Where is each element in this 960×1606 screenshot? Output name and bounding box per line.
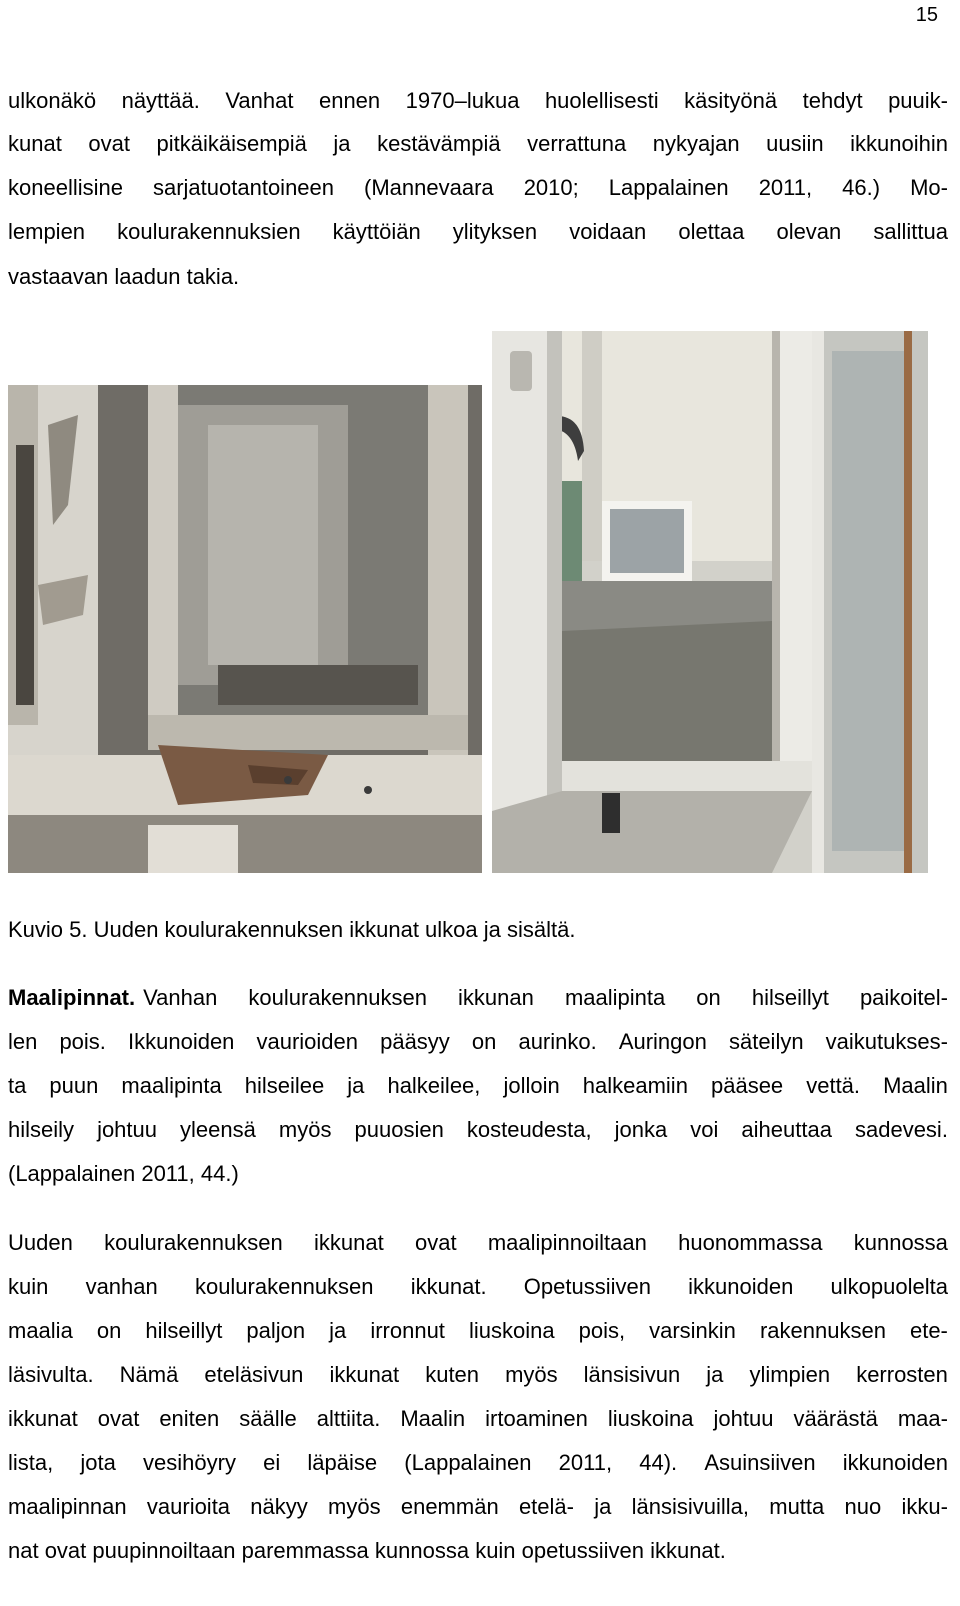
paragraph-3-line-8: nat ovat puupinnoiltaan paremmassa kunnossa kuin opetussiiven ikkunat.	[8, 1538, 726, 1563]
word: väärästä	[793, 1406, 878, 1431]
word: pois,	[578, 1318, 626, 1343]
word: ja	[594, 1494, 612, 1519]
word: Uuden	[8, 1230, 73, 1255]
paragraph-2-line-3	[8, 1071, 948, 1101]
word: huonommassa	[678, 1230, 823, 1255]
word: lempien	[8, 219, 86, 244]
word: pitkäikäisempiä	[156, 131, 307, 156]
word: ikkunat	[329, 1362, 400, 1387]
word: halkeilee,	[387, 1073, 481, 1098]
paragraph-1-line-2	[8, 129, 948, 159]
paragraph-1-line-5: vastaavan laadun takia.	[8, 264, 240, 289]
word: mutta	[769, 1494, 825, 1519]
paragraph-2-line-2	[8, 1027, 948, 1057]
word: säteilyn	[728, 1029, 804, 1054]
word: läpäise	[307, 1450, 378, 1475]
word: aurinko.	[518, 1029, 597, 1054]
paragraph-2-line-1-text	[143, 983, 948, 1013]
word: vanhan	[85, 1274, 158, 1299]
paragraph-3-line-2	[8, 1272, 948, 1302]
word: kosteudesta,	[466, 1117, 592, 1142]
word: Ikkunoiden	[128, 1029, 235, 1054]
word: Maalin	[883, 1073, 948, 1098]
word: länsisivun	[583, 1362, 681, 1387]
word: maalipinnoiltaan	[487, 1230, 647, 1255]
word: hilseillyt	[751, 985, 829, 1010]
word: jolloin	[503, 1073, 560, 1098]
word: Lappalainen	[608, 175, 729, 200]
word: olettaa	[678, 219, 745, 244]
photo-window-interior	[492, 331, 928, 873]
word: länsisivuilla,	[631, 1494, 749, 1519]
word: maalipinta	[121, 1073, 222, 1098]
word: huolellisesti	[544, 88, 659, 113]
word: ikkunoiden	[842, 1450, 948, 1475]
word: kestävämpiä	[377, 131, 501, 156]
paragraph-2-line-4	[8, 1115, 948, 1145]
word: puuosien	[354, 1117, 444, 1142]
word: jota	[80, 1450, 116, 1475]
word: koulurakennuksien	[117, 219, 301, 244]
word: 46.)	[842, 175, 881, 200]
word: verrattuna	[527, 131, 627, 156]
word: hilseilee	[244, 1073, 325, 1098]
word: (Lappalainen	[404, 1450, 532, 1475]
paragraph-3-line-5	[8, 1404, 948, 1434]
word: kuin	[8, 1274, 49, 1299]
word: uusiin	[766, 131, 824, 156]
word: hilseily	[8, 1117, 75, 1142]
photo-window-exterior	[8, 385, 482, 873]
word: sarjatuotantoineen	[152, 175, 335, 200]
figure-caption: Kuvio 5. Uuden koulurakennuksen ikkunat ulkoa ja sisältä.	[8, 917, 576, 942]
word: vaikutukses-	[825, 1029, 948, 1054]
word: tehdyt	[802, 88, 863, 113]
word: ovat	[97, 1406, 140, 1431]
paragraph-2-heading: Maalipinnat.	[8, 985, 136, 1010]
paragraph-3-line-1	[8, 1228, 948, 1258]
word: sadevesi.	[854, 1117, 948, 1142]
word: varsinkin	[649, 1318, 736, 1343]
word: liuskoina	[468, 1318, 555, 1343]
word: ovat	[88, 131, 130, 156]
word: len	[8, 1029, 38, 1054]
word: eteläsivun	[204, 1362, 304, 1387]
word: voi	[690, 1117, 719, 1142]
word: ikkunat	[313, 1230, 384, 1255]
word: kunnossa	[853, 1230, 948, 1255]
word: maa-	[897, 1406, 948, 1431]
word: pois.	[59, 1029, 106, 1054]
word: jonka	[614, 1117, 668, 1142]
word: eniten	[159, 1406, 220, 1431]
word: ei	[263, 1450, 281, 1475]
word: Nämä	[119, 1362, 179, 1387]
word: näyttää.	[121, 88, 200, 113]
word: Auringon	[618, 1029, 707, 1054]
word: puun	[49, 1073, 99, 1098]
word: koneellisine	[8, 175, 123, 200]
word: ja	[333, 131, 351, 156]
paragraph-2-line-1	[8, 983, 948, 1013]
word: 2010;	[523, 175, 579, 200]
word: sallittua	[873, 219, 948, 244]
word: on	[471, 1029, 497, 1054]
word: käyttöiän	[332, 219, 421, 244]
word: näkyy	[250, 1494, 308, 1519]
word: pääsyy	[380, 1029, 450, 1054]
word: ovat	[414, 1230, 457, 1255]
word: voidaan	[569, 219, 647, 244]
word: ikku-	[901, 1494, 948, 1519]
word: Vanhan	[143, 985, 218, 1010]
paragraph-3-line-3	[8, 1316, 948, 1346]
word: Opetussiiven	[523, 1274, 651, 1299]
word: johtuu	[97, 1117, 158, 1142]
word: paljon	[246, 1318, 306, 1343]
word: ikkunat	[8, 1406, 78, 1431]
word: käsityönä	[684, 88, 778, 113]
word: ete-	[909, 1318, 948, 1343]
word: koulurakennuksen	[104, 1230, 283, 1255]
page-number: 15	[915, 4, 938, 26]
word: ja	[347, 1073, 365, 1098]
word: ja	[706, 1362, 724, 1387]
word: myös	[328, 1494, 381, 1519]
word: vesihöyry	[143, 1450, 236, 1475]
word: hilseillyt	[145, 1318, 223, 1343]
paragraph-1-line-4	[8, 217, 948, 247]
paragraph-1-line-3	[8, 173, 948, 203]
word: ulkopuolelta	[830, 1274, 948, 1299]
word: ta	[8, 1073, 27, 1098]
word: on	[96, 1318, 122, 1343]
word: Maalin	[400, 1406, 466, 1431]
word: säälle	[239, 1406, 297, 1431]
word: Asuinsiiven	[704, 1450, 816, 1475]
word: ikkunat.	[410, 1274, 487, 1299]
word: koulurakennuksen	[248, 985, 427, 1010]
word: on	[696, 985, 721, 1010]
paragraph-1-line-1	[8, 86, 948, 116]
word: koulurakennuksen	[194, 1274, 374, 1299]
word: aiheuttaa	[741, 1117, 832, 1142]
word: Mo-	[910, 175, 948, 200]
word: ja	[329, 1318, 347, 1343]
word: 44).	[639, 1450, 678, 1475]
word: kunat	[8, 131, 62, 156]
word: maalia	[8, 1318, 73, 1343]
word: vettä.	[806, 1073, 861, 1098]
paragraph-3-line-4	[8, 1360, 948, 1390]
word: irronnut	[370, 1318, 445, 1343]
word: yleensä	[180, 1117, 256, 1142]
paragraph-2-line-5: (Lappalainen 2011, 44.)	[8, 1161, 239, 1186]
word: ikkunoihin	[850, 131, 948, 156]
word: puuik-	[888, 88, 948, 113]
paragraph-3-line-7	[8, 1492, 948, 1522]
word: irtoaminen	[485, 1406, 588, 1431]
word: myös	[505, 1362, 558, 1387]
word: alttiita.	[316, 1406, 381, 1431]
word: olevan	[776, 219, 842, 244]
word: (Mannevaara	[364, 175, 494, 200]
word: rakennuksen	[759, 1318, 886, 1343]
word: ulkonäkö	[8, 88, 97, 113]
word: maalipinnan	[8, 1494, 127, 1519]
word: 1970–lukua	[405, 88, 520, 113]
word: ennen	[318, 88, 381, 113]
word: etelä-	[518, 1494, 574, 1519]
word: läsivulta.	[8, 1362, 94, 1387]
word: vaurioiden	[256, 1029, 359, 1054]
word: 2011,	[758, 175, 813, 200]
word: pääsee	[710, 1073, 784, 1098]
word: kuten	[425, 1362, 480, 1387]
word: kerrosten	[856, 1362, 948, 1387]
word: ikkunoiden	[688, 1274, 794, 1299]
word: johtuu	[713, 1406, 774, 1431]
word: enemmän	[400, 1494, 499, 1519]
word: nykyajan	[652, 131, 740, 156]
word: nuo	[844, 1494, 882, 1519]
word: paikoitel-	[859, 985, 948, 1010]
paragraph-3-line-6	[8, 1448, 948, 1478]
word: ikkunan	[458, 985, 534, 1010]
word: myös	[278, 1117, 332, 1142]
word: maalipinta	[564, 985, 666, 1010]
word: liuskoina	[607, 1406, 694, 1431]
word: ylimpien	[749, 1362, 831, 1387]
word: 2011,	[558, 1450, 613, 1475]
word: ylityksen	[452, 219, 538, 244]
word: Vanhat	[225, 88, 294, 113]
word: halkeamiin	[582, 1073, 688, 1098]
word: vaurioita	[146, 1494, 231, 1519]
word: lista,	[8, 1450, 54, 1475]
